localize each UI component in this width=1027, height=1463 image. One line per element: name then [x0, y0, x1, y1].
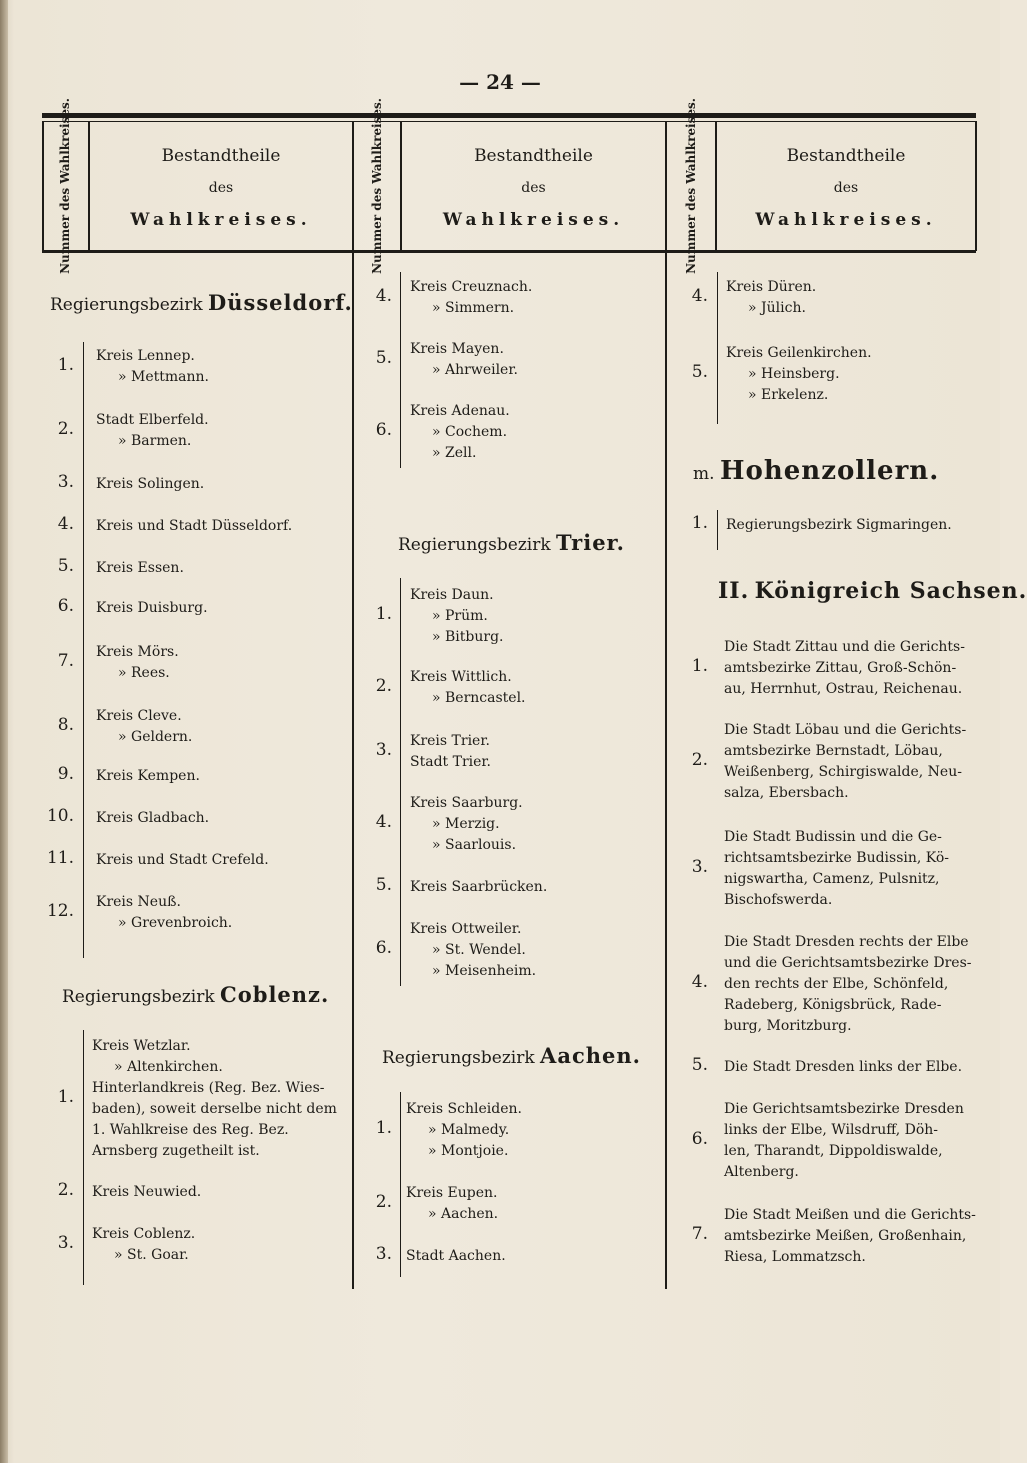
entry-line: Bischofswerda.	[724, 892, 833, 908]
entry-line: amtsbezirke Zittau, Groß-Schön-	[724, 660, 957, 676]
item-number: 1.	[57, 1086, 74, 1107]
header-divider	[975, 121, 977, 251]
entry-line: » Heinsberg.	[748, 366, 840, 382]
entry-line: amtsbezirke Bernstadt, Löbau,	[724, 743, 943, 759]
section-heading: Regierungsbezirk Aachen.	[382, 1043, 641, 1068]
item-number: 2.	[57, 1180, 74, 1200]
entry-line: Kreis Cleve.	[96, 708, 182, 724]
entry-line: Regierungsbezirk Sigmaringen.	[726, 517, 952, 533]
item-number: 11.	[46, 848, 74, 868]
item-number: 9.	[57, 764, 74, 784]
entry-line: und die Gerichtsamtsbezirke Dres-	[724, 955, 972, 971]
item-number: 3.	[375, 1244, 392, 1264]
entry-line: » Geldern.	[118, 729, 193, 745]
entry-line: Kreis Coblenz.	[92, 1226, 196, 1242]
entry-line: salza, Ebersbach.	[724, 785, 849, 801]
entry-line: au, Herrnhut, Ostrau, Reichenau.	[724, 681, 963, 697]
section-heading: Regierungsbezirk Coblenz.	[62, 982, 330, 1007]
item-number: 5.	[375, 347, 392, 368]
page-number: — 24 —	[459, 70, 541, 94]
entry-line: » Meisenheim.	[432, 963, 537, 979]
item-number: 1.	[691, 513, 708, 533]
item-number: 5.	[691, 362, 708, 382]
entry-line: baden), soweit derselbe nicht dem	[92, 1101, 337, 1117]
top-thin-rule	[42, 121, 976, 122]
entry-line: len, Tharandt, Dippoldiswalde,	[724, 1143, 943, 1159]
entry-line: Kreis Geilenkirchen.	[726, 345, 872, 361]
item-number: 4.	[691, 972, 708, 992]
header-number-label: Nummer des Wahlkreises.	[58, 98, 73, 274]
item-number: 2.	[375, 1191, 392, 1212]
item-number: 6.	[375, 420, 392, 440]
entry-line: 1. Wahlkreise des Reg. Bez.	[92, 1122, 289, 1138]
page-edge	[0, 0, 8, 1463]
item-number: 2.	[691, 749, 708, 770]
entry-line: Stadt Trier.	[410, 754, 491, 770]
entry-line: » Bitburg.	[432, 629, 504, 645]
item-number: 1.	[691, 656, 708, 676]
entry-line: Die Stadt Dresden links der Elbe.	[724, 1059, 963, 1075]
item-number: 2.	[57, 418, 74, 439]
item-number: 3.	[57, 1232, 74, 1253]
header-title: Bestandtheile des Wahlkreises.	[442, 146, 625, 230]
entry-line: » Prüm.	[432, 608, 488, 624]
number-rule	[400, 1092, 401, 1277]
entry-line: » Saarlouis.	[432, 837, 517, 853]
header-title: Bestandtheile des Wahlkreises.	[755, 146, 937, 230]
entry-line: richtsamtsbezirke Budissin, Kö-	[724, 850, 950, 866]
entry-line: Die Stadt Budissin und die Ge-	[724, 829, 942, 845]
item-number: 1.	[375, 604, 392, 624]
entry-line: Riesa, Lommatzsch.	[724, 1249, 866, 1265]
entry-line: » Ahrweiler.	[432, 362, 518, 378]
header-title: Bestandtheile des Wahlkreises.	[130, 146, 312, 230]
entry-line: » Malmedy.	[428, 1122, 510, 1138]
entry-line: nigswartha, Camenz, Pulsnitz,	[724, 871, 940, 887]
entry-line: » Zell.	[432, 445, 477, 461]
entry-line: » Altenkirchen.	[114, 1059, 223, 1075]
section-heading: Regierungsbezirk Düsseldorf.	[50, 290, 353, 315]
item-number: 3.	[691, 856, 708, 877]
entry-line: Kreis Saarburg.	[410, 795, 523, 811]
item-number: 7.	[57, 650, 74, 671]
entry-line: Kreis Gladbach.	[96, 810, 210, 826]
item-number: 2.	[375, 675, 392, 696]
entry-line: Die Stadt Löbau und die Gerichts-	[724, 722, 967, 738]
section-heading: m. Hohenzollern.	[693, 456, 940, 486]
item-number: 5.	[57, 556, 74, 576]
header-bottom-rule	[42, 250, 976, 253]
entry-line: » Montjoie.	[428, 1143, 509, 1159]
item-number: 8.	[57, 714, 74, 735]
entry-line: Hinterlandkreis (Reg. Bez. Wies-	[92, 1080, 325, 1096]
item-number: 6.	[691, 1128, 708, 1149]
entry-line: Arnsberg zugetheilt ist.	[92, 1143, 260, 1159]
item-number: 4.	[57, 514, 74, 534]
item-number: 4.	[375, 812, 392, 832]
entry-line: Kreis Creuznach.	[410, 279, 533, 295]
entry-line: Die Stadt Meißen und die Gerichts-	[724, 1207, 976, 1223]
entry-line: Altenberg.	[724, 1164, 799, 1180]
entry-line: » Grevenbroich.	[118, 915, 233, 931]
entry-line: » Aachen.	[428, 1206, 499, 1222]
entry-line: Kreis Neuwied.	[92, 1184, 202, 1200]
entry-line: Stadt Elberfeld.	[96, 412, 209, 428]
entry-line: Kreis Lennep.	[96, 348, 195, 364]
item-number: 3.	[57, 472, 74, 492]
entry-line: Kreis Schleiden.	[406, 1101, 522, 1117]
item-number: 4.	[691, 285, 708, 306]
entry-line: » Berncastel.	[432, 690, 526, 706]
column-divider	[665, 121, 667, 1289]
entry-line: den rechts der Elbe, Schönfeld,	[724, 976, 949, 992]
entry-line: » Simmern.	[432, 300, 515, 316]
entry-line: » Barmen.	[118, 433, 192, 449]
entry-line: Kreis Mörs.	[96, 644, 179, 660]
entry-line: Kreis Daun.	[410, 587, 494, 603]
item-number: 1.	[375, 1118, 392, 1138]
entry-line: Kreis Trier.	[410, 733, 490, 749]
item-number: 1.	[57, 354, 74, 375]
entry-line: » Rees.	[118, 665, 170, 681]
entry-line: Die Stadt Zittau und die Gerichts-	[724, 639, 965, 655]
header-number-label: Nummer des Wahlkreises.	[684, 98, 699, 274]
entry-line: Kreis Essen.	[96, 560, 184, 576]
item-number: 7.	[691, 1224, 708, 1244]
entry-line: Stadt Aachen.	[406, 1248, 506, 1264]
entry-line: Kreis Saarbrücken.	[410, 879, 548, 895]
item-number: 6.	[57, 596, 74, 616]
entry-line: » Cochem.	[432, 424, 508, 440]
entry-line: Kreis und Stadt Düsseldorf.	[96, 518, 293, 534]
entry-line: Kreis Neuß.	[96, 894, 181, 910]
entry-line: Kreis Mayen.	[410, 341, 504, 357]
section-heading: Regierungsbezirk Trier.	[398, 530, 625, 555]
entry-line: Kreis Wetzlar.	[92, 1038, 191, 1054]
entry-line: burg, Moritzburg.	[724, 1018, 852, 1034]
entry-line: Weißenberg, Schirgiswalde, Neu-	[724, 764, 962, 780]
entry-line: » Mettmann.	[118, 369, 209, 385]
top-rule	[42, 113, 976, 118]
number-rule	[717, 272, 718, 424]
item-number: 6.	[375, 938, 392, 958]
entry-line: » St. Wendel.	[432, 942, 526, 958]
entry-line: Radeberg, Königsbrück, Rade-	[724, 997, 942, 1013]
number-rule	[83, 1030, 84, 1285]
item-number: 3.	[375, 739, 392, 760]
entry-line: Die Stadt Dresden rechts der Elbe	[724, 934, 969, 950]
number-rule	[717, 510, 718, 550]
item-number: 4.	[375, 285, 392, 306]
number-rule	[83, 342, 84, 958]
item-number: 5.	[691, 1055, 708, 1075]
section-heading: II. Königreich Sachsen.	[718, 578, 1027, 604]
item-number: 10.	[46, 806, 74, 826]
entry-line: » Merzig.	[432, 816, 500, 832]
entry-line: Kreis Kempen.	[96, 768, 200, 784]
entry-line: » St. Goar.	[114, 1247, 189, 1263]
entry-line: Kreis Solingen.	[96, 476, 205, 492]
entry-line: Kreis Ottweiler.	[410, 921, 522, 937]
entry-line: amtsbezirke Meißen, Großenhain,	[724, 1228, 967, 1244]
item-number: 5.	[375, 875, 392, 895]
header-number-label: Nummer des Wahlkreises.	[370, 98, 385, 274]
entry-line: » Erkelenz.	[748, 387, 829, 403]
item-number: 12.	[46, 900, 74, 921]
entry-line: » Jülich.	[748, 300, 806, 316]
entry-line: Kreis Eupen.	[406, 1185, 498, 1201]
number-rule	[400, 272, 401, 468]
entry-line: Kreis und Stadt Crefeld.	[96, 852, 269, 868]
number-rule	[400, 578, 401, 986]
entry-line: Die Gerichtsamtsbezirke Dresden	[724, 1101, 964, 1117]
entry-line: Kreis Adenau.	[410, 403, 510, 419]
entry-line: links der Elbe, Wilsdruff, Döh-	[724, 1122, 939, 1138]
entry-line: Kreis Wittlich.	[410, 669, 512, 685]
entry-line: Kreis Duisburg.	[96, 600, 208, 616]
entry-line: Kreis Düren.	[726, 279, 817, 295]
